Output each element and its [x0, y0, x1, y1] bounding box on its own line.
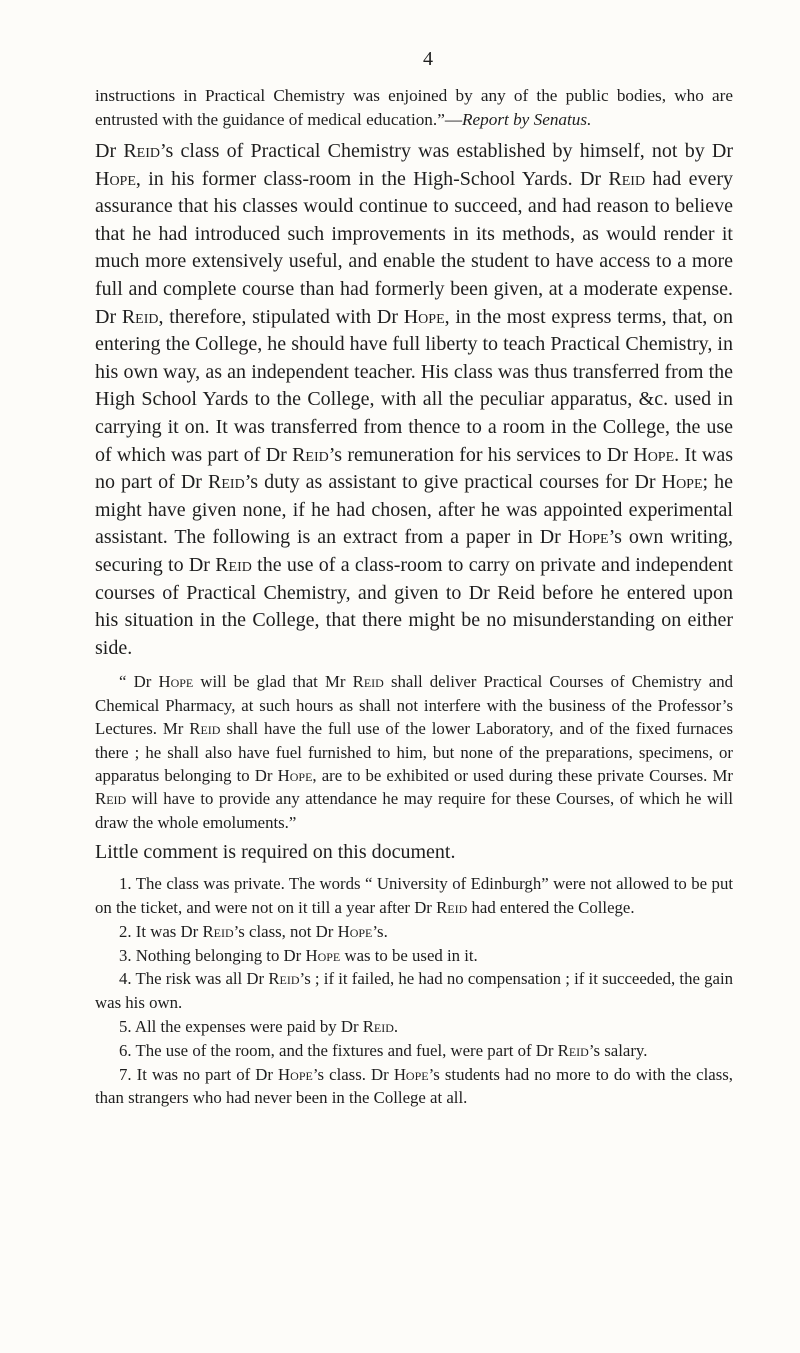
name-reid: Reid [189, 719, 221, 739]
point-3 [95, 944, 733, 968]
text-run: ’s class. Dr [312, 1064, 394, 1084]
intro-paragraph [95, 84, 733, 132]
name-reid: Reid [202, 921, 234, 941]
name-reid: Reid [215, 553, 252, 576]
name-hope: Hope [633, 443, 675, 466]
point-1 [95, 872, 733, 920]
name-hope: Hope [95, 167, 136, 190]
name-reid: Reid [362, 1016, 394, 1036]
name-reid: Reid [268, 969, 300, 989]
page-number: 4 [423, 48, 433, 70]
quoted-extract [95, 670, 733, 834]
text-run: “ Dr [119, 672, 159, 692]
text-run: ’s. [372, 921, 388, 941]
name-reid: Reid [292, 443, 329, 466]
text-run: ’s own writing, securing to Dr [95, 526, 733, 576]
text-run: will have to provide any attendance he may require for these Courses, of which he will draw the whole emoluments.” [95, 789, 733, 832]
text-run: 7. It was no part of Dr [119, 1064, 279, 1084]
text-run: ’s salary. [588, 1040, 648, 1060]
name-reid: Reid [95, 789, 127, 809]
text-run: had every assurance that his classes would continue to succeed, and had reason to believe that he had introduced such improvements in its methods, as would render it much more extensively useful, and enable the student to have access to a more full and complete course than had formerly been given, at a moderate expense. Dr [95, 167, 733, 328]
page [95, 0, 733, 1110]
text-run: . It was no part of Dr [95, 443, 733, 494]
intro-citation: Report by Senatus. [462, 110, 592, 129]
name-reid: Reid [121, 305, 159, 328]
point-4 [95, 967, 733, 1015]
comment-heading: Little comment is required on this document. [95, 841, 456, 864]
text-run: , in the most express terms, that, on entering the College, he should have full liberty to teach Practical Chemistry, in his own way, as an independent teacher. His class was thus transferred from the High School Yards to the College, with all the peculiar apparatus, &c. used in carrying it on. It was transferred from thence to a room in the College, the use of which was part of Dr [95, 305, 734, 466]
text-run: 4. The risk was all Dr [119, 969, 269, 989]
numbered-points [95, 872, 733, 1110]
text-run: 3. Nothing belonging to Dr [119, 945, 306, 965]
text-run: the use of a class-room to carry on private and independent courses of Practical Chemistry, and given to Dr Reid before he entered upon his situation in the College, that there might be no misunderstanding on either side. [95, 553, 733, 659]
name-hope: Hope [567, 526, 609, 549]
name-hope: Hope [277, 765, 313, 785]
text-run: ’s ; if it failed, he had no compensation ; if it succeeded, the gain was his own. [95, 969, 734, 1013]
main-paragraph [95, 138, 733, 662]
text-run: ’s remuneration for his services to Dr [328, 443, 634, 466]
name-hope: Hope [305, 945, 341, 965]
text-run: will be glad that Mr [193, 672, 353, 692]
name-hope: Hope [278, 1064, 313, 1084]
text-run: 2. It was Dr [119, 921, 203, 941]
name-hope: Hope [393, 1064, 429, 1084]
point-6 [95, 1039, 733, 1063]
name-reid: Reid [436, 897, 468, 917]
name-hope: Hope [403, 305, 445, 328]
name-reid: Reid [352, 672, 384, 692]
text-run: had entered the College. [467, 897, 635, 917]
name-reid: Reid [123, 140, 160, 162]
text-run: , are to be exhibited or used during these private Courses. Mr [312, 765, 733, 785]
text-run: ’s class, not Dr [233, 921, 338, 941]
text-run: was to be used in it. [340, 945, 478, 965]
text-run: shall deliver Practical Courses of Chemistry and Chemical Pharmacy, at such hours as shall not interfere with the business of the Professor’s Lectures. Mr [95, 672, 734, 739]
text-run: . [393, 1016, 399, 1036]
text-run: shall have the full use of the lower Laboratory, and of the fixed furnaces there ; he shall also have fuel furnished to him, but none of the preparations, specimens, or apparatus belonging to Dr [95, 719, 733, 785]
text-run: 1. The class was private. The words “ University of Edinburgh” were not allowed to be put on the ticket, and were not on it till a year after Dr [95, 874, 733, 917]
name-reid: Reid [557, 1040, 589, 1060]
text-run: , therefore, stipulated with Dr [158, 305, 404, 328]
name-reid: Reid [208, 471, 245, 494]
name-reid: Reid [608, 167, 646, 190]
point-2 [95, 920, 733, 944]
text-run: ’s class of Practical Chemistry was established by himself, not by Dr [159, 140, 733, 162]
text-run: 6. The use of the room, and the fixtures and fuel, were part of Dr [119, 1040, 558, 1060]
text-run: ’s duty as assistant to give practical courses for Dr [244, 471, 662, 494]
name-hope: Hope [158, 672, 194, 692]
text-run: , in his former class-room in the High-School Yards. Dr [135, 167, 609, 190]
point-5 [95, 1015, 733, 1039]
text-run: Dr [95, 140, 124, 162]
text-run: 5. All the expenses were paid by Dr [119, 1016, 363, 1036]
intro-text: instructions in Practical Chemistry was enjoined by any of the public bodies, who are entrusted with the guidance of medical education.”— [95, 86, 733, 129]
text-run: ; he might have given none, if he had chosen, after he was appointed experimental assistant. The following is an extract from a paper in Dr [95, 471, 734, 549]
point-7 [95, 1063, 733, 1111]
name-hope: Hope [337, 921, 373, 941]
name-hope: Hope [661, 471, 703, 494]
text-run: ’s students had no more to do with the class, than strangers who had never been in the College at all. [95, 1064, 733, 1108]
